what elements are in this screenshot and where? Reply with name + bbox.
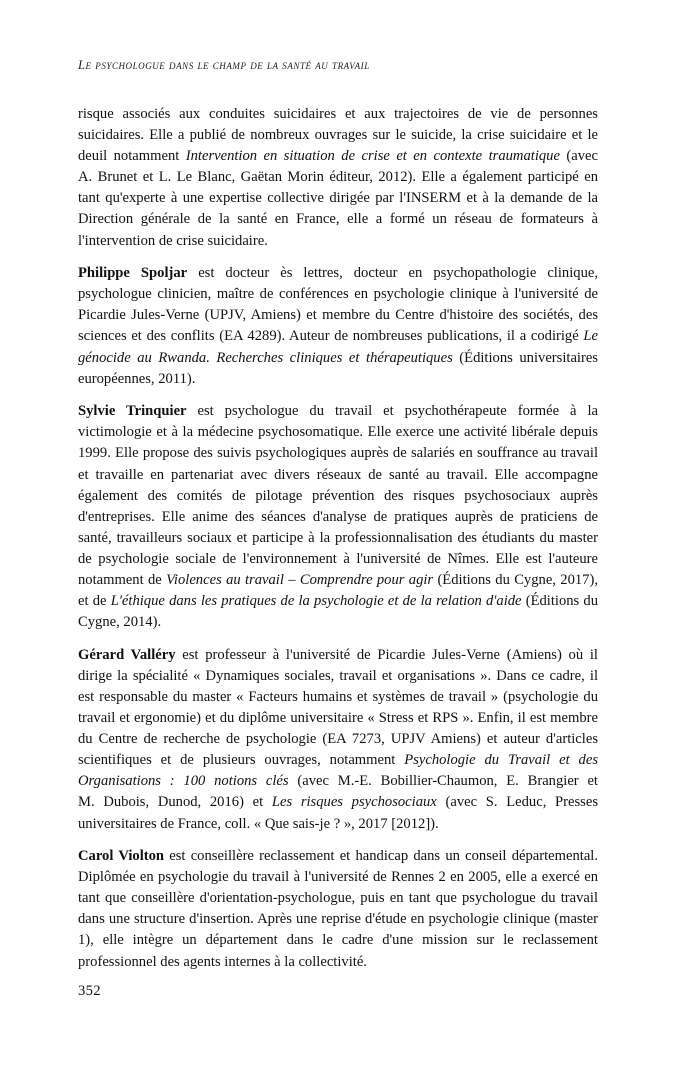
paragraph-carol-violton: Carol Violton est conseillère reclassement et handicap dans un conseil départemental. Diplômée en psychologie du travail à l'université de Rennes 2 en 2005, elle a exercé en tant que conseillère d'orientation-psychologue, puis en tant que psychologue du travail dans une structure d'insertion. Après une reprise d'étude en psychologie clinique (master 1), elle intègre un département dans le cadre d'une mission sur le reclassement professionnel des agents internes à la collectivité. <box>78 848 598 970</box>
book-title: Psychologie du Travail et des Organisations : 100 notions clés <box>78 752 599 790</box>
imprint-isbn-line <box>0 739 53 1056</box>
book-title: Le génocide au Rwanda. Recherches cliniques et thérapeutiques <box>78 328 598 366</box>
paragraph-suicide-continued: risque associés aux conduites suicidaires et aux trajectoires de vie de personnes suicidaires. Elle a publié de nombreux ouvrages sur le suicide, la crise suicidaire et le deuil notamment Intervention en situation de crise et en contexte traumatique (avec A. Brunet et L. Le Blanc, Gaëtan Morin éditeur, 2012). Elle a également participé en tant qu'experte à une expertise collective dirigée par l'INSERM et à la demande de la Direction générale de la santé en France, elle a formé un réseau de formateurs à l'intervention de crise suicidaire. <box>78 106 598 249</box>
author-name: Gérard Valléry <box>78 646 176 663</box>
book-title: Les risques psychosociaux <box>271 794 437 811</box>
book-title: Intervention en situation de crise et en contexte traumatique <box>185 148 560 165</box>
margin-imprint <box>0 0 60 1084</box>
book-title: Violences au travail – Comprendre pour agir <box>166 571 434 588</box>
author-name: Philippe Spoljar <box>78 265 188 282</box>
paragraph-philippe-spoljar: Philippe Spoljar est docteur ès lettres, docteur en psychopathologie clinique, psychologue clinicien, maître de conférences en psychologie clinique à l'université de Picardie Jules-Verne (UPJV, Amiens) et membre du Centre d'histoire des sociétés, des sciences et des conflits (EA 4289). Auteur de nombreuses publications, il a codirigé Le génocide au Rwanda. Recherches cliniques et thérapeutiques (Éditions universitaires européennes, 2011). <box>78 265 598 387</box>
running-head: Le psychologue dans le champ de la santé au travail <box>78 58 370 72</box>
paragraph-sylvie-trinquier: Sylvie Trinquier est psychologue du travail et psychothérapeute formée à la victimologie et à la médecine psychosomatique. Elle exerce une activité libérale depuis 1999. Elle propose des suivis psychologiques auprès de salariés en souffrance au travail et travaille en partenariat avec divers réseaux de santé au travail. Elle accompagne également des comités de pilotage prévention des risques psychosociaux auprès d'entreprises. Elle anime des séances d'analyse de pratiques auprès de praticiens de santé, travailleurs sociaux et participe à la professionnalisation des étudiants du master de psychologie sociale de l'environnement à l'université de Nîmes. Elle est l'auteure notamment de Violences au travail – Comprendre pour agir (Éditions du Cygne, 2017), et de L'éthique dans les pratiques de la psychologie et de la relation d'aide (Éditions du Cygne, 2014). <box>78 403 599 631</box>
paragraph-gerard-vallery: Gérard Valléry est professeur à l'université de Picardie Jules-Verne (Amiens) où il dirige la spécialité « Dynamiques sociales, travail et organisations ». Dans ce cadre, il est responsable du master « Facteurs humains et systèmes de travail » (psychologie du travail et ergonomie) et du diplôme universitaire « Stress et RPS ». Enfin, il est membre du Centre de recherche de psychologie (EA 7273, UPJV Amiens) et auteur d'articles scientifiques et de plusieurs ouvrages, notamment Psychologie du Travail et des Organisations : 100 notions clés (avec M.-E. Bobillier-Chaumon, E. Brangier et M. Dubois, Dunod, 2016) et Les risques psychosociaux (avec S. Leduc, Presses universitaires de France, coll. « Que sais-je ? », 2017 [2012]). <box>78 646 599 832</box>
author-name: Sylvie Trinquier <box>78 403 187 420</box>
body-text-column <box>78 104 598 973</box>
author-name: Carol Violton <box>78 848 165 865</box>
page-number: 352 <box>78 983 101 999</box>
book-title: L'éthique dans les pratiques de la psychologie et de la relation d'aide <box>110 593 522 610</box>
